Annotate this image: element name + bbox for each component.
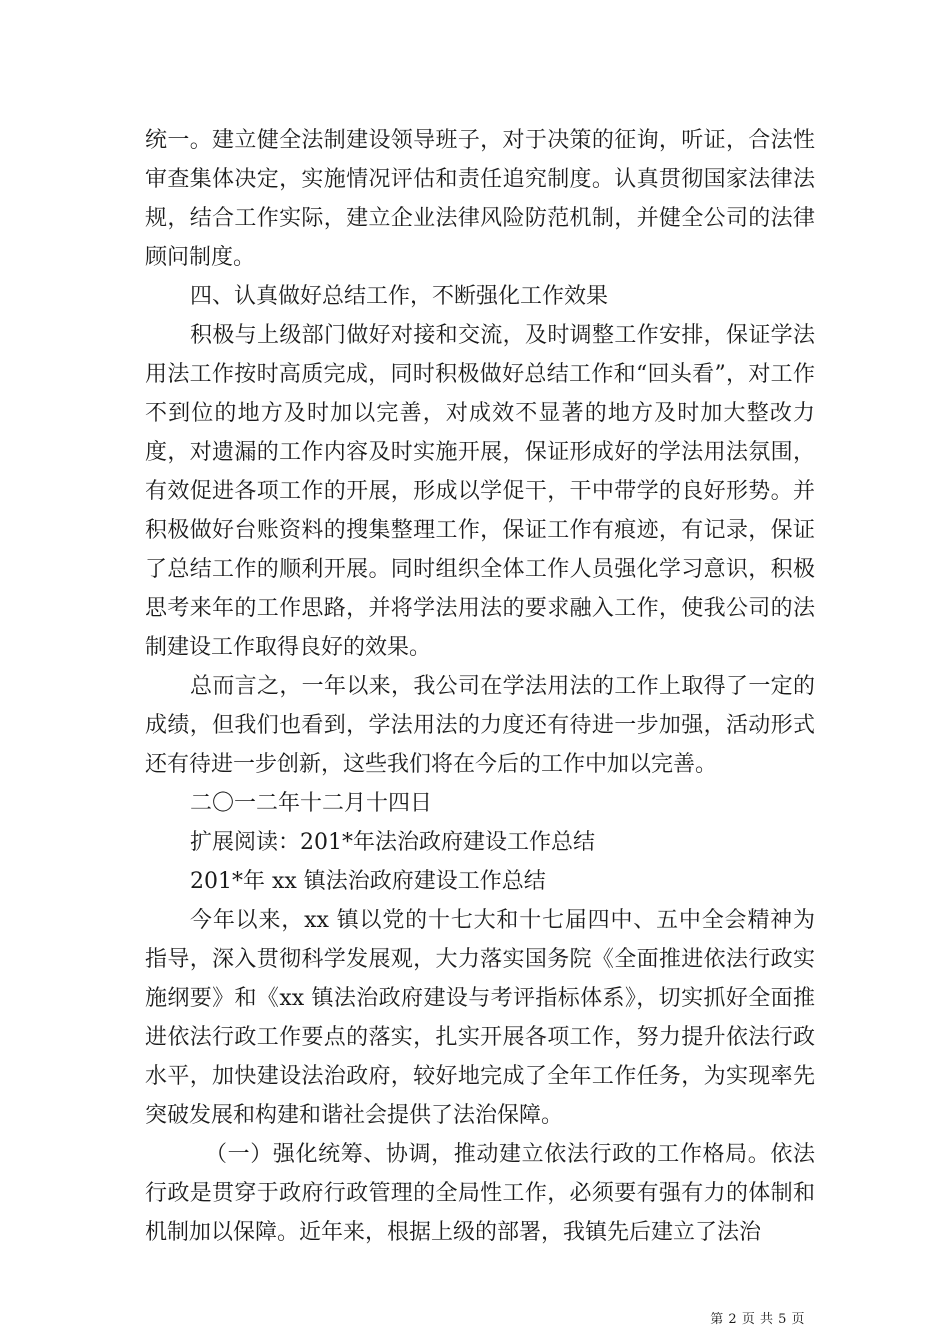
paragraph: 总而言之，一年以来，我公司在学法用法的工作上取得了一定的成绩，但我们也看到，学法用法的力度还有待进一步加强，活动形式还有待进一步创新，这些我们将在今后的工作中加以完善。: [145, 674, 815, 777]
date-line: 二〇一二年十二月十四日: [190, 791, 433, 816]
paragraph: 积极与上级部门做好对接和交流，及时调整工作安排，保证学法用法工作按时高质完成，同时积极做好总结工作和“回头看”，对工作不到位的地方及时加以完善，对成效不显著的地方及时加大整改力度，对遗漏的工作内容及时实施开展，保证形成好的学法用法氛围，有效促进各项工作的开展，形成以学促干，干中带学的良好形势。并积极做好台账资料的搜集整理工作，保证工作有痕迹，有记录，保证了总结工作的顺利开展。同时组织全体工作人员强化学习意识，积极思考来年的工作思路，并将学法用法的要求融入工作，使我公司的法制建设工作取得良好的效果。: [145, 323, 815, 660]
paragraph: 统一。建立健全法制建设领导班子，对于决策的征询，听证，合法性审查集体决定，实施情况评估和责任追究制度。认真贯彻国家法律法规，结合工作实际，建立企业法律风险防范机制，并健全公司的法律顾问制度。: [145, 128, 815, 270]
subtitle-line: 201*年 xx 镇法治政府建设工作总结: [190, 869, 546, 894]
section-heading: 四、认真做好总结工作，不断强化工作效果: [190, 284, 609, 309]
paragraph: 今年以来，xx 镇以党的十七大和十七届四中、五中全会精神为指导，深入贯彻科学发展观，大力落实国务院《全面推进依法行政实施纲要》和《xx 镇法治政府建设与考评指标体系》，切实抓好全面推进依法行政工作要点的落实，扎实开展各项工作，努力提升依法行政水平，加快建设法治政府，较好地完成了全年工作任务，为实现率先突破发展和构建和谐社会提供了法治保障。: [145, 908, 815, 1128]
document-body: [145, 121, 815, 1252]
paragraph: （一）强化统筹、协调，推动建立依法行政的工作格局。依法行政是贯穿于政府行政管理的全局性工作，必须要有强有力的体制和机制加以保障。近年来，根据上级的部署，我镇先后建立了法治: [145, 1142, 815, 1245]
extended-reading-line: 扩展阅读：201*年法治政府建设工作总结: [190, 830, 595, 855]
page-number: 第 2 页 共 5 页: [710, 1312, 805, 1327]
